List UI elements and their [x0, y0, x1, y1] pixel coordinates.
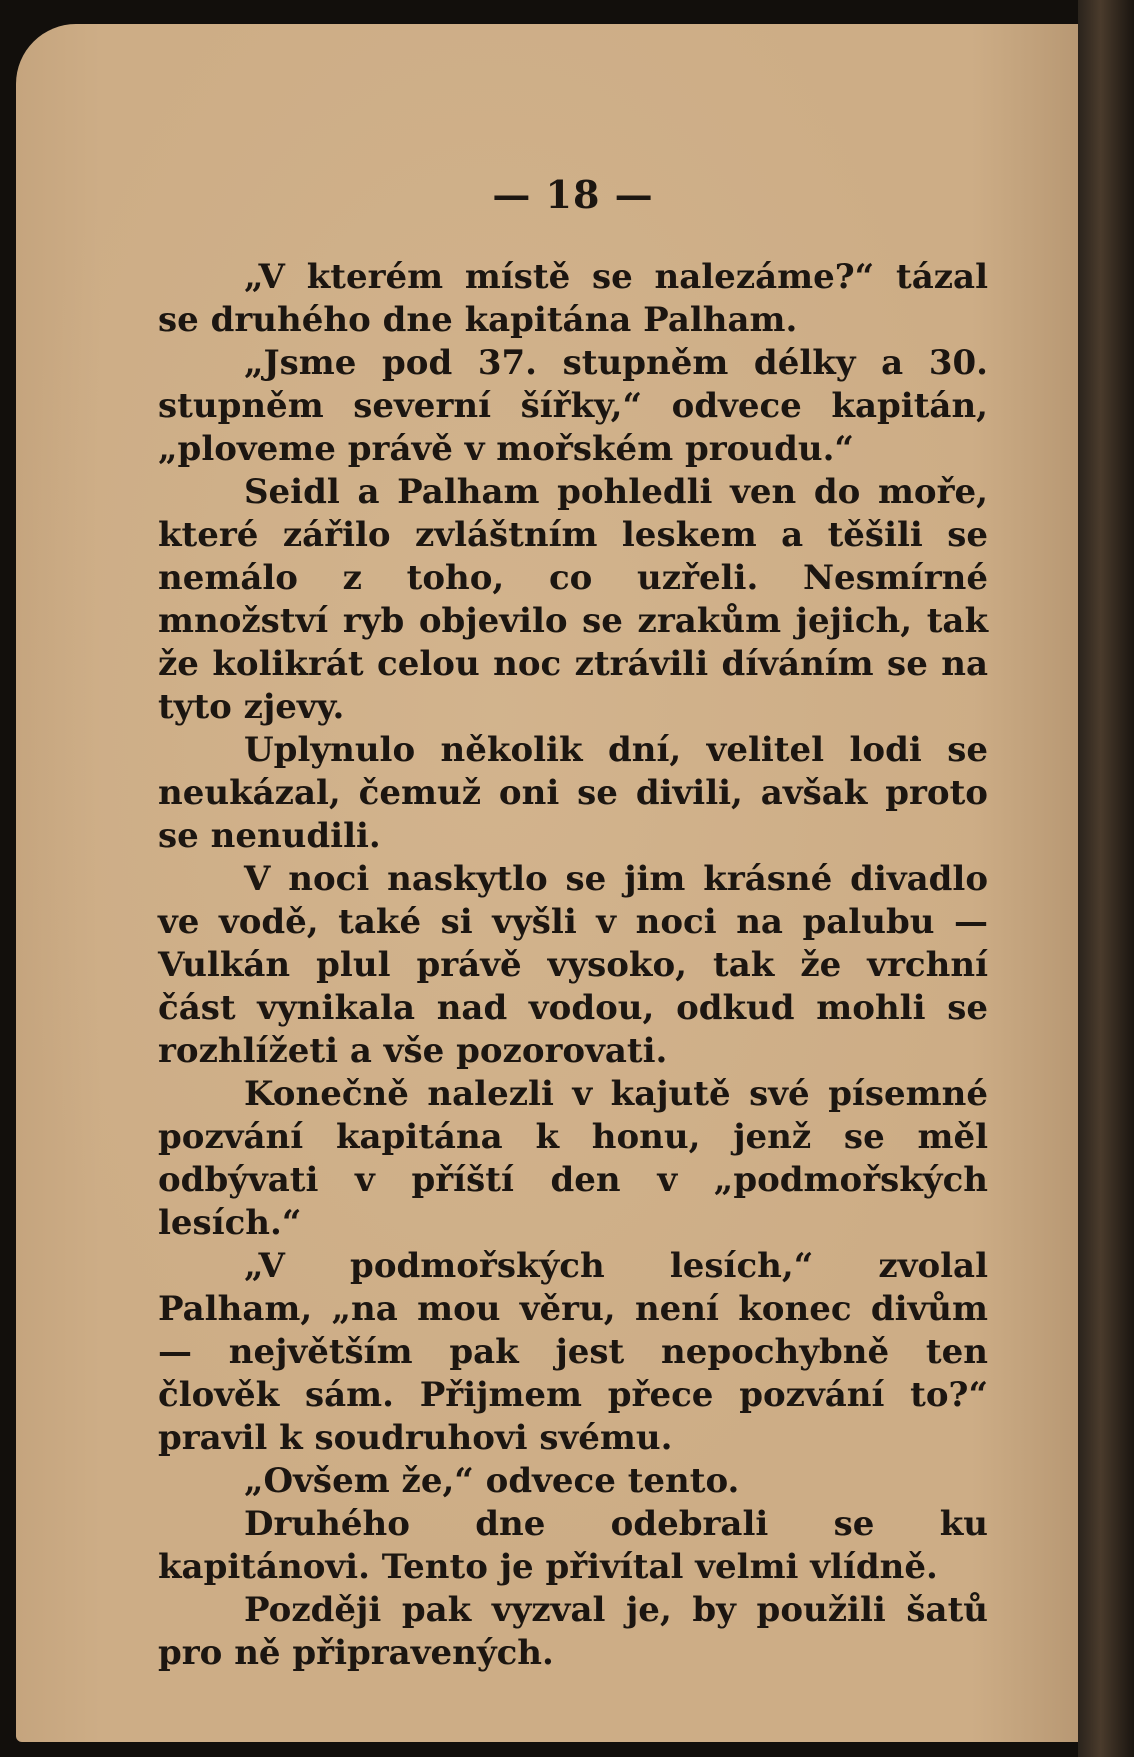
- paragraph: Druhého dne odebrali se ku kapitánovi. Tento je přivítal velmi vlídně.: [158, 1504, 988, 1587]
- paragraph: „V kterém místě se nalezáme?“ tázal se druhého dne kapitána Palham.: [158, 257, 988, 340]
- book-gutter: [1078, 0, 1134, 1757]
- page-number: — 18 —: [492, 172, 654, 217]
- paragraph: Seidl a Palham pohledli ven do moře, které zářilo zvláštním leskem a těšili se nemálo z toho, co uzřeli. Nesmírné množství ryb objevilo se zrakům jejich, tak že kolikrát celou noc ztrávili díváním se na tyto zjevy.: [158, 472, 988, 727]
- paragraph: „Jsme pod 37. stupněm délky a 30. stupněm severní šířky,“ odvece kapitán, „ploveme právě v mořském proudu.“: [158, 343, 988, 469]
- paragraph: V noci naskytlo se jim krásné divadlo ve vodě, také si vyšli v noci na palubu — Vulkán plul právě vysoko, tak že vrchní část vynikala nad vodou, odkud mohli se rozhlížeti a vše pozorovati.: [158, 859, 988, 1071]
- paragraph: Konečně nalezli v kajutě své písemné pozvání kapitána k honu, jenž se měl odbývati v příští den v „podmořských lesích.“: [158, 1074, 988, 1243]
- paragraph: Uplynulo několik dní, velitel lodi se neukázal, čemuž oni se divili, avšak proto se nenudili.: [158, 730, 988, 856]
- paragraph: „V podmořských lesích,“ zvolal Palham, „na mou věru, není konec divům — největším pak jest nepochybně ten člověk sám. Přijmem přece pozvání to?“ pravil k soudruhovi svému.: [158, 1246, 988, 1458]
- page-text: [158, 160, 988, 1675]
- paragraph: „Ovšem že,“ odvece tento.: [244, 1461, 740, 1501]
- paragraph: Později pak vyzval je, by použili šatů pro ně připravených.: [158, 1590, 988, 1673]
